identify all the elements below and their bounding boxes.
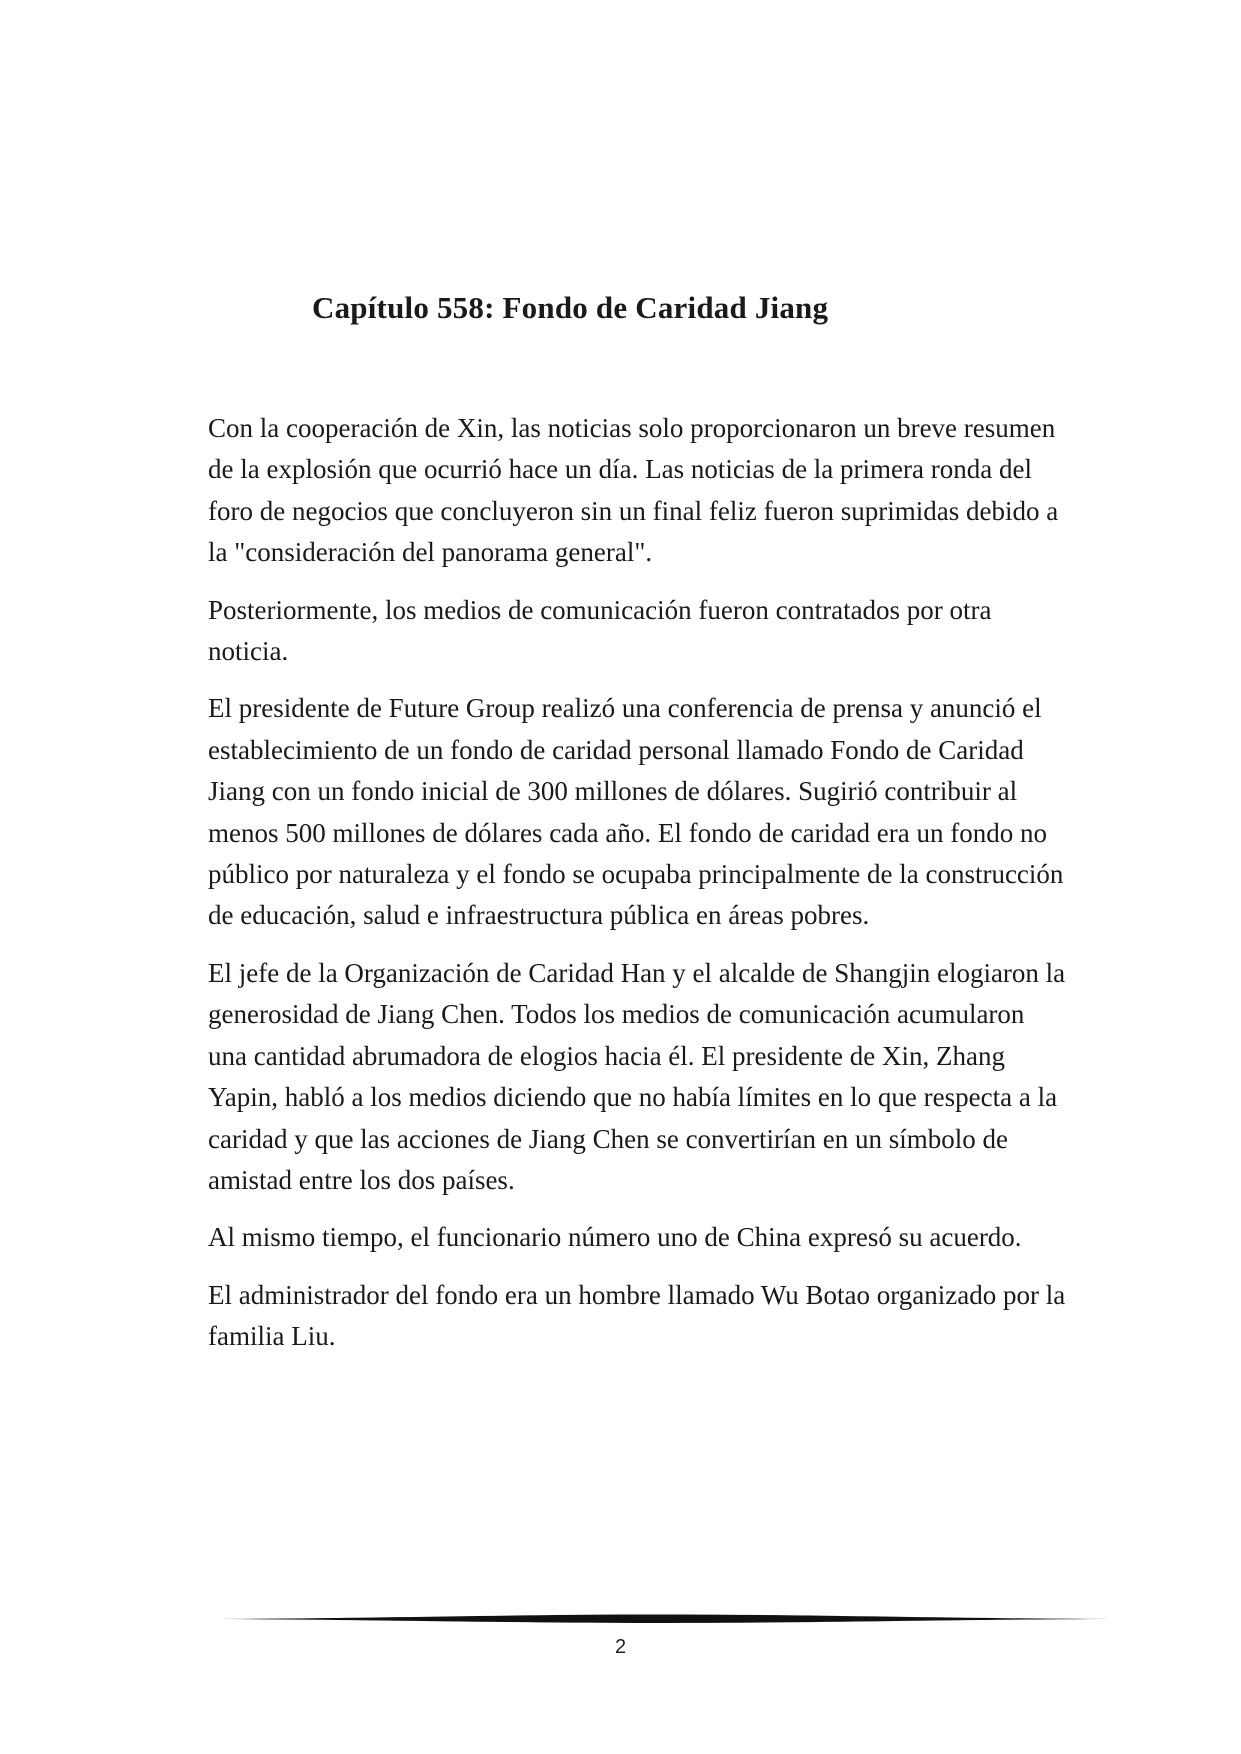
chapter-title: Capítulo 558: Fondo de Caridad Jiang [312, 290, 829, 325]
paragraph: Con la cooperación de Xin, las noticias solo proporcionaron un breve resumen de la explosión que ocurrió hace un día. Las noticias de la primera ronda del foro de negocios que concluyeron sin un final feliz fueron suprimidas debido a la "consideración del panorama general". [208, 413, 1059, 568]
paragraph: El jefe de la Organización de Caridad Han y el alcalde de Shangjin elogiaron la generosidad de Jiang Chen. Todos los medios de comunicación acumularon una cantidad abrumadora de elogios hacia él. El presidente de Xin, Zhang Yapin, habló a los medios diciendo que no había límites en lo que respecta a la caridad y que las acciones de Jiang Chen se convertirían en un símbolo de amistad entre los dos países. [208, 957, 1066, 1195]
paragraph: Posteriormente, los medios de comunicación fueron contratados por otra noticia. [208, 594, 992, 667]
footer-divider [210, 1612, 1110, 1626]
paragraph: Al mismo tiempo, el funcionario número uno de China expresó su acuerdo. [208, 1222, 1022, 1253]
paragraph: El presidente de Future Group realizó una conferencia de prensa y anunció el establecimiento de un fondo de caridad personal llamado Fondo de Caridad Jiang con un fondo inicial de 300 millones de dólares. Sugirió contribuir al menos 500 millones de dólares cada año. El fondo de caridad era un fondo no público por naturaleza y el fondo se ocupaba principalmente de la construcción de educación, salud e infraestructura pública en áreas pobres. [208, 693, 1064, 931]
page-number: 2 [614, 1636, 627, 1658]
paragraph: El administrador del fondo era un hombre llamado Wu Botao organizado por la familia Liu. [208, 1279, 1066, 1352]
chapter-body [208, 408, 1068, 1374]
